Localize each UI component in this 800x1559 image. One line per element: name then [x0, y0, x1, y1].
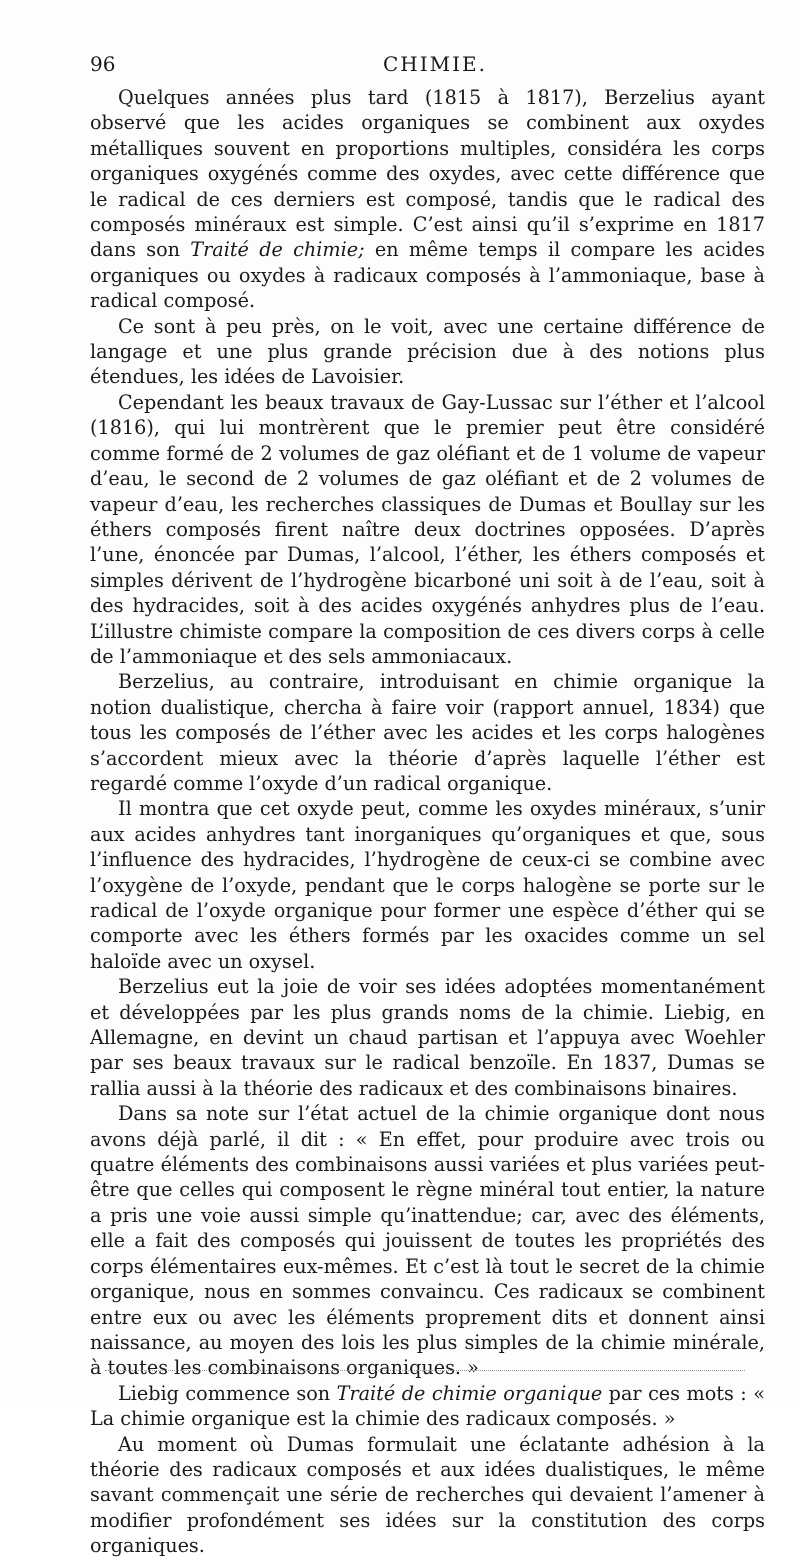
paragraph-dualistique: [90, 669, 765, 796]
paragraph-text: Berzelius eut la joie de voir ses idées adoptées momentanément et développées par les plus grands noms de la chimie. Liebig, en Allemagne, en devint un chaud partisan et l’appuya avec Woehler par ses beaux travaux sur le radical benzoïle. En 1837, Dumas se rallia aussi à la théorie des radicaux et des combinaisons binaires.: [90, 975, 765, 1100]
paragraph-text: Ce sont à peu près, on le voit, avec une certaine différence de langage et une plus grande précision due à des notions plus étendues, les idées de Lavoisier.: [90, 314, 765, 389]
book-title-italic: Traité de chimie organique: [336, 1381, 603, 1405]
paragraph-text: en même temps il compare les acides organiques ou oxydes à radicaux composés à l’ammoniaque, base à radical composé.: [90, 238, 766, 313]
paragraph-text: Dans sa note sur l’état actuel de la chimie organique dont nous avons déjà parlé, il dit : « En effet, pour produire avec trois ou quatre éléments des combinaisons aussi variées et plus variées peut-être que celles qui composent le règne minéral tout entier, la nature a pris une voie aussi simple qu’inattendue; car, avec des éléments, elle a fait des composés qui jouissent de toutes les propriétés des corps élémentaires eux-mêmes. Et c’est là tout le secret de la chimie organique, nous en sommes convaincu. Ces radicaux se combinent entre eux ou avec les éléments proprement dits et donnent ainsi naissance, au moyen des lois les plus simples de la chimie minérale, à toutes les combinaisons organiques. »: [90, 1102, 765, 1380]
running-title: CHIMIE.: [383, 52, 487, 76]
paragraph-dumas-recherches: [90, 1432, 765, 1559]
paragraph-text: Quelques années plus tard (1815 à 1817), Berzelius ayant observé que les acides organiques se combinent aux oxydes métalliques souvent en proportions multiples, considéra les corps organiques oxygénés comme des oxydes, avec cette différence que le radical de ces derniers est composé, tandis que le radical des composés minéraux est simple. C’est ainsi qu’il s’exprime en 1817 dans son: [90, 86, 765, 262]
paragraph-oxyde: [90, 796, 765, 974]
paragraph-gay-lussac: [90, 390, 765, 669]
paragraph-text: Liebig commence son: [118, 1381, 337, 1405]
paragraph-berzelius-oxydes: [90, 85, 765, 314]
paragraph-text: Au moment où Dumas formulait une éclatante adhésion à la théorie des radicaux composés et aux idées dualistiques, le même savant commençait une série de recherches qui devaient l’amener à modifier profondément ses idées sur la constitution des corps organiques.: [90, 1432, 765, 1558]
paragraph-dumas-quote: [90, 1101, 765, 1380]
body-text: [90, 85, 765, 1559]
paragraph-text: Berzelius, au contraire, introduisant en chimie organique la notion dualistique, chercha à faire voir (rapport annuel, 1834) que tous les composés de l’éther avec les acides et les corps halogènes s’accordent mieux avec la théorie d’après laquelle l’éther est regardé comme l’oxyde d’un radical organique.: [90, 670, 765, 795]
paragraph-text: Il montra que cet oxyde peut, comme les oxydes minéraux, s’unir aux acides anhydres tant inorganiques qu’organiques et que, sous l’influence des hydracides, l’hydrogène de ceux-ci se combine avec l’oxygène de l’oxyde, pendant que le corps halogène se porte sur le radical de l’oxyde organique pour former une espèce d’éther qui se comporte avec les éthers formés par les oxacides comme un sel haloïde avec un oxysel.: [90, 797, 765, 973]
paragraph-liebig-woehler: [90, 974, 765, 1101]
paragraph-text: par ces mots : « La chimie organique est la chimie des radicaux composés. »: [90, 1381, 765, 1431]
paragraph-text: Cependant les beaux travaux de Gay-Lussac sur l’éther et l’alcool (1816), qui lui montrèrent que le premier peut être considéré comme formé de 2 volumes de gaz oléfiant et de 1 volume de vapeur d’eau, le second de 2 volumes de gaz oléfiant et de 2 volumes de vapeur d’eau, les recherches classiques de Dumas et Boullay sur les éthers composés firent naître deux doctrines opposées. D’après l’une, énoncée par Dumas, l’alcool, l’éther, les éthers composés et simples dérivent de l’hydrogène bicarboné uni soit à de l’eau, soit à des hydracides, soit à des acides oxygénés anhydres plus de l’eau. L’illustre chimiste compare la composition de ces divers corps à celle de l’ammoniaque et des sels ammoniacaux.: [90, 390, 765, 668]
page-header: [90, 52, 760, 78]
book-title-italic: Traité de chimie;: [190, 238, 365, 262]
footer-dotted-rule: [105, 1370, 745, 1371]
paragraph-liebig-traite: [90, 1381, 765, 1432]
page-number: 96: [90, 52, 116, 76]
paragraph-lavoisier: [90, 314, 765, 390]
